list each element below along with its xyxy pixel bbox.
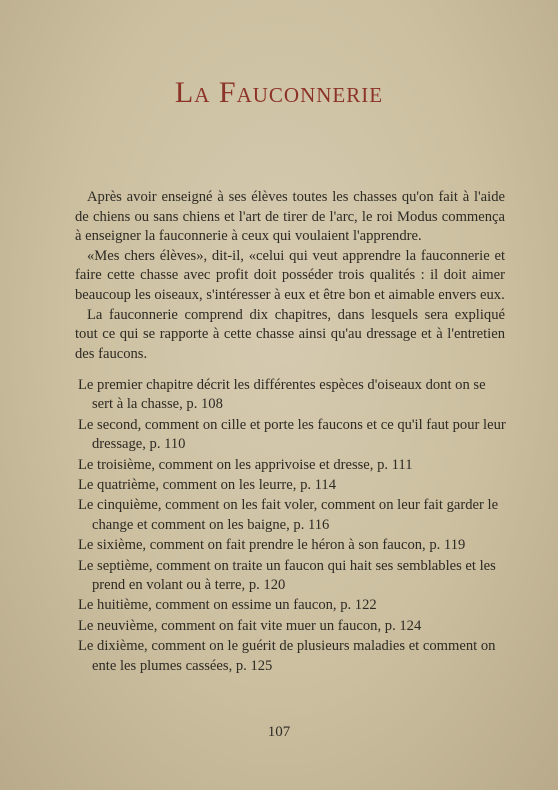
intro-paragraph: Après avoir enseigné à ses élèves toutes les chasses qu'on fait à l'aide de chiens ou sans chiens et l'art de tirer de l'arc, le roi Modus commença à enseigner la fauconnerie à ceux qui voulaient l'apprendre. [75, 189, 505, 245]
chapter-entry: Le dixième, comment on le guérit de plusieurs maladies et comment on ente les plumes cassées, p. 125 [78, 638, 496, 674]
chapter-entry: Le cinquième, comment on les fait voler, comment on leur fait garder le change et comment on les baigne, p. 116 [78, 497, 499, 533]
intro-paragraph: «Mes chers élèves», dit-il, «celui qui veut apprendre la fauconnerie et faire cette chasse avec profit doit posséder trois qualités : il doit aimer beaucoup les oiseaux, s'intéresser à eux et être bon et aimable envers eux. [75, 247, 505, 303]
chapter-entry: Le premier chapitre décrit les différentes espèces d'oiseaux dont on se sert à la chasse, p. 108 [78, 377, 486, 413]
page-number: 107 [267, 724, 291, 740]
chapter-list [78, 376, 510, 677]
chapter-entry: Le second, comment on cille et porte les faucons et ce qu'il faut pour leur dressage, p. 110 [78, 416, 506, 453]
chapter-entry: Le neuvième, comment on fait vite muer un faucon, p. 124 [78, 617, 422, 634]
page-title: La Fauconnerie [174, 76, 384, 109]
intro-paragraph: La fauconnerie comprend dix chapitres, dans lesquels sera expliqué tout ce qui se rapporte à cette chasse ainsi qu'au dressage et à l'entretien des faucons. [75, 306, 505, 362]
chapter-entry: Le quatrième, comment on les leurre, p. 114 [78, 477, 337, 494]
chapter-entry: Le sixième, comment on fait prendre le héron à son faucon, p. 119 [78, 537, 466, 554]
chapter-entry: Le troisième, comment on les apprivoise et dresse, p. 111 [78, 456, 413, 473]
chapter-entry: Le septième, comment on traite un faucon qui hait ses semblables et les prend en volant ou à terre, p. 120 [78, 557, 496, 594]
intro-text [75, 188, 505, 364]
chapter-entry: Le huitième, comment on essime un faucon, p. 122 [78, 597, 377, 614]
